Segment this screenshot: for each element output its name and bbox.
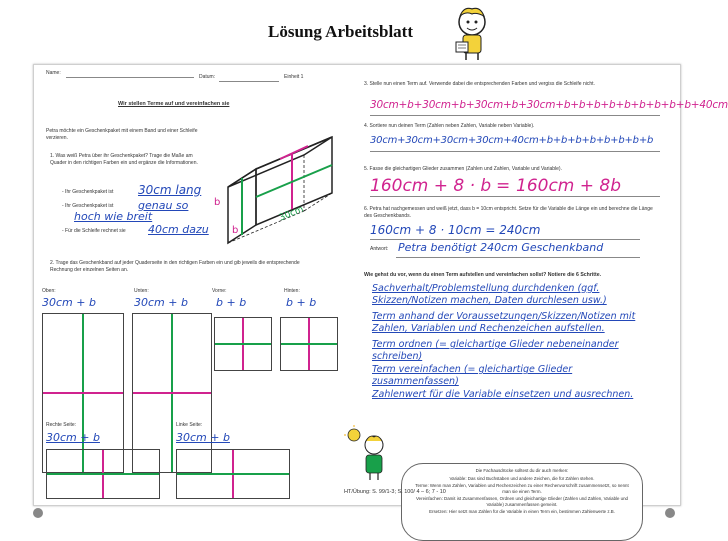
step-4: Term vereinfachen (= gleichartige Glieder zusammenfassen) (372, 364, 573, 387)
step-5: Zahlenwert für die Variable einsetzen und ausrechnen. (372, 389, 634, 400)
face-top-term: 30cm + b (42, 296, 96, 309)
task3-answer: 30cm+b+30cm+b+30cm+b+30cm+b+b+b+b+b+b+b+b+b+40cm (370, 99, 728, 111)
homework-reference: HT/Übung: S. 99/1-3; S. 100/ 4 – 6; 7 - 10 (344, 489, 446, 495)
answer-label: Antwort: (370, 246, 389, 252)
face-bottom-term: 30cm + b (134, 296, 188, 309)
face-right-label: Rechte Seite: (46, 422, 77, 428)
task2-text: 2. Trage das Geschenkband auf jeder Quaderseite in den richtigen Farben ein und gib jeweils die entsprechende Rechnung der einzelnen Seiten an. (50, 260, 300, 273)
face-bottom-label: Unten: (134, 288, 149, 294)
info-line-4-answer: 40cm dazu (148, 223, 209, 236)
face-front-grid (214, 317, 272, 371)
glossary-ersetzen: Ersetzen: Hier setzt man Zahlen für die Variable in einen Term ein, bestimmen Zahlenwerte z.B. (429, 509, 615, 514)
cuboid-label-b-side: b (232, 225, 239, 236)
face-left-label: Linke Seite: (176, 422, 203, 428)
cuboid-label-b-front: b (214, 197, 221, 208)
step-2: Term anhand der Voraussetzungen/Skizzen/Notizen mit Zahlen, Variablen und Rechenzeichen aufstellen. (372, 311, 636, 334)
sheet-label: Einheit 1 (284, 74, 304, 80)
info-line-4-label: - Für die Schleife rechnet sie (62, 228, 126, 234)
student-mascot-icon (446, 4, 494, 62)
steps-heading: Wie gehst du vor, wenn du einen Term aufstellen und vereinfachen sollst? Notiere die 6 Schritte. (364, 272, 602, 278)
face-right-grid (46, 449, 160, 499)
info-line-1-label: - Ihr Geschenkpaket ist (62, 189, 114, 195)
task5-text: 5. Fasse die gleichartigen Glieder zusammen (Zahlen und Zahlen, Variable und Variable). (364, 166, 562, 172)
task5-answer-eq: = (496, 176, 511, 196)
info-line-2-answer: genau so (138, 199, 189, 212)
face-back-term: b + b (286, 296, 317, 309)
gift-cuboid-drawing (220, 131, 370, 243)
face-back-grid (280, 317, 338, 371)
task6-answer-text: Petra benötigt 240cm Geschenkband (398, 241, 604, 254)
glossary-speech-bubble (401, 463, 643, 541)
name-label: Name: (46, 70, 61, 76)
face-top-label: Oben: (42, 288, 56, 294)
page-title: Lösung Arbeitsblatt (268, 22, 413, 41)
face-back-label: Hinten: (284, 288, 300, 294)
worksheet-scan (33, 64, 728, 514)
date-label: Datum: (199, 74, 216, 80)
lightbulb-mascot-icon (344, 425, 390, 481)
info-line-1-answer: 30cm lang (138, 183, 202, 197)
glossary-vereinfachen: Vereinfachen: Damit ist Zusammenfassen, Ordnen und gleichartige Glieder (Zahlen und Zahlen, Variable und Variable) zusammenfassen gemeint. (415, 496, 628, 507)
left-heading: Wir stellen Terme auf und vereinfachen sie (118, 101, 230, 107)
cuboid-label-length: 30cm (278, 204, 306, 224)
task5-answer-a: 160cm + 8 · b (370, 176, 492, 196)
slide-dot-right (665, 508, 675, 518)
face-left-grid (176, 449, 290, 499)
task5-answer-b: 160cm + 8b (516, 176, 622, 196)
step-3: Term ordnen (= gleichartige Glieder nebeneinander schreiben) (372, 339, 619, 362)
slide-dot-left (33, 508, 43, 518)
task1-text: 1. Was weiß Petra über ihr Geschenkpaket? Trage die Maße am Quader in den richtigen Farben ein und ergänze die Informationen. (50, 153, 198, 166)
glossary-terme: Terme: Wenn man Zahlen, Variablen und Rechenzeichen zu einer Rechenvorschrift zusammensetzt, so nennt man sie einen Term. (415, 483, 629, 494)
step-1: Sachverhalt/Problemstellung durchdenken (ggf. Skizzen/Notizen machen, Daten durchlesen usw.) (372, 283, 607, 306)
face-front-term: b + b (216, 296, 247, 309)
task3-text: 3. Stelle nun einen Term auf. Verwende dabei die entsprechenden Farben und vergiss die Schleife nicht. (364, 81, 595, 87)
info-line-3-answer: hoch wie breit (74, 210, 153, 223)
task4-answer: 30cm+30cm+30cm+30cm+40cm+b+b+b+b+b+b+b+b (370, 135, 654, 146)
glossary-title: Die Fachausdrücke solltest du dir auch merken: (475, 468, 569, 473)
face-left-term: 30cm + b (176, 431, 230, 444)
task6-answer: 160cm + 8 · 10cm = 240cm (370, 223, 541, 237)
intro-text: Petra möchte ein Geschenkpaket mit einem Band und einer Schleife verzieren. (46, 128, 198, 141)
task4-text: 4. Sortiere nun deinen Term (Zahlen neben Zahlen, Variable neben Variable). (364, 123, 535, 129)
info-line-2-label: - Ihr Geschenkpaket ist (62, 203, 114, 209)
task6-text: 6. Petra hat nachgemessen und weiß jetzt, dass b = 10cm entspricht. Setze für die Variable die Länge ein und berechne die Länge des Geschenkbands. (364, 206, 653, 219)
glossary-variable: Variable: Das sind Buchstaben und andere Zeichen, die für Zahlen stehen. (449, 475, 595, 481)
face-right-term: 30cm + b (46, 431, 100, 444)
face-front-label: Vorne: (212, 288, 227, 294)
